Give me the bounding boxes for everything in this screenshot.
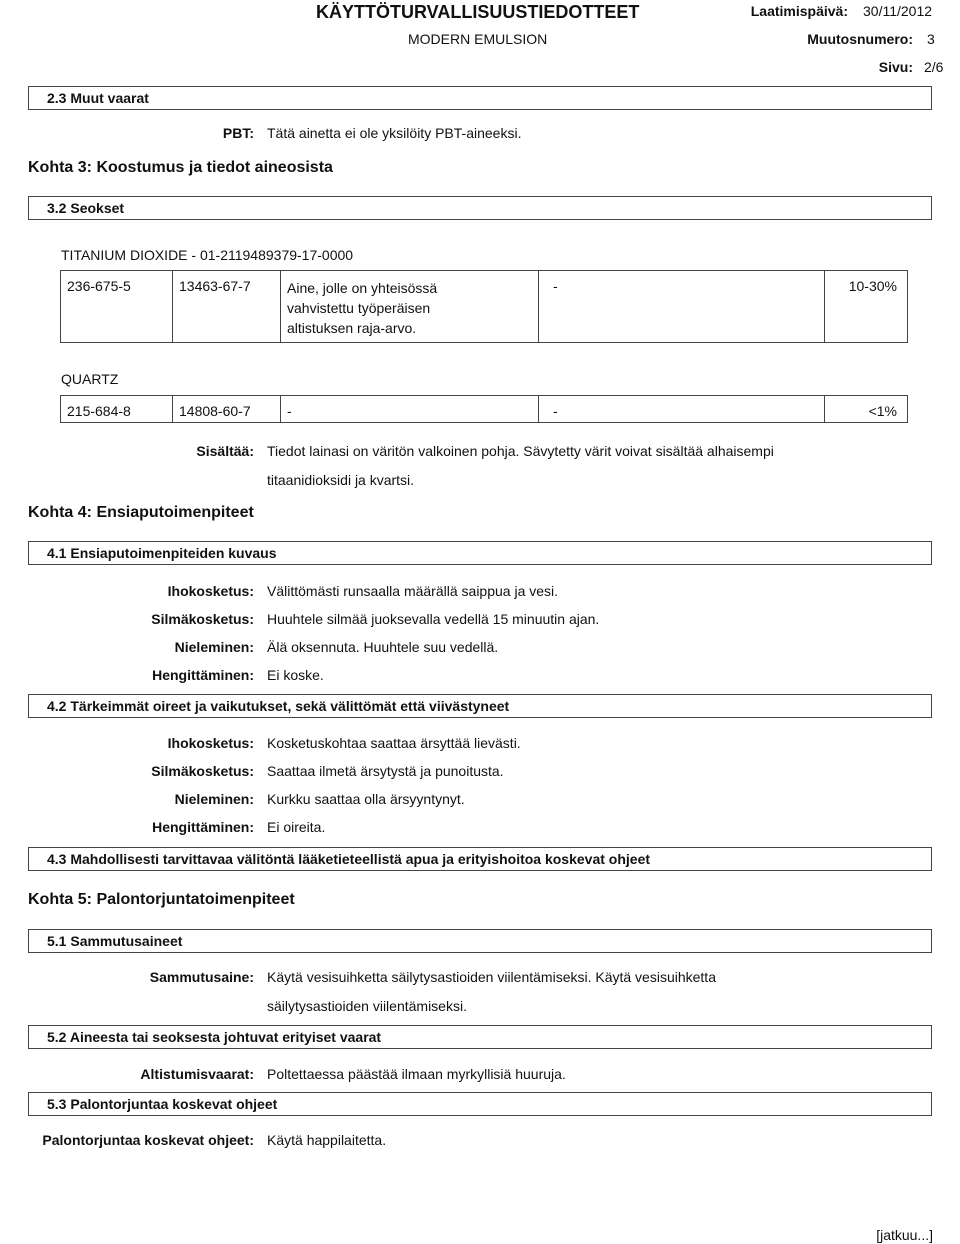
ingestion-value: Älä oksennuta. Huuhtele suu vedellä. bbox=[267, 639, 499, 655]
skin-contact-label: Ihokosketus: bbox=[167, 583, 254, 599]
document-title: KÄYTTÖTURVALLISUUSTIEDOTTEET bbox=[316, 2, 640, 22]
note-line: vahvistettu työperäisen bbox=[287, 300, 431, 316]
section-5-1-title: 5.1 Sammutusaineet bbox=[47, 933, 183, 949]
concentration: <1% bbox=[868, 403, 897, 419]
skin-contact-value: Kosketuskohtaa saattaa ärsyttää lievästi. bbox=[267, 735, 521, 751]
page-label: Sivu: bbox=[878, 59, 913, 75]
eye-contact-label: Silmäkosketus: bbox=[151, 611, 254, 627]
skin-contact-value: Välittömästi runsaalla määrällä saippua ja vesi. bbox=[267, 583, 559, 599]
inhalation-label: Hengittäminen: bbox=[152, 819, 254, 835]
section-5-3-title: 5.3 Palontorjuntaa koskevat ohjeet bbox=[47, 1096, 278, 1112]
section-5-2-header bbox=[28, 1025, 932, 1049]
revision-value: 3 bbox=[927, 31, 935, 47]
concentration-cell bbox=[825, 396, 907, 422]
exposure-hazards-value: Poltettaessa päästää ilmaan myrkyllisiä huuruja. bbox=[267, 1066, 566, 1082]
section-5-3-header bbox=[28, 1092, 932, 1116]
cas-number: 14808-60-7 bbox=[179, 403, 251, 419]
cas-number: 13463-67-7 bbox=[179, 278, 251, 294]
section-3-2-header bbox=[28, 196, 932, 220]
inhalation-value: Ei oireita. bbox=[267, 819, 326, 835]
ingestion-value: Kurkku saattaa olla ärsyyntynyt. bbox=[267, 791, 465, 807]
section-4-1-title: 4.1 Ensiaputoimenpiteiden kuvaus bbox=[47, 545, 277, 561]
date-label: Laatimispäivä: bbox=[750, 3, 848, 19]
inhalation-value: Ei koske. bbox=[267, 667, 324, 683]
cas-number-cell bbox=[173, 396, 281, 422]
ec-number: 236-675-5 bbox=[67, 278, 131, 294]
section-5-1-header bbox=[28, 929, 932, 953]
contains-line: titaanidioksidi ja kvartsi. bbox=[267, 472, 415, 488]
ingestion-label: Nieleminen: bbox=[174, 639, 254, 655]
classification-cell bbox=[539, 396, 825, 422]
revision-label: Muutosnumero: bbox=[807, 31, 913, 47]
date-value: 30/11/2012 bbox=[863, 3, 933, 19]
ingredient-name: TITANIUM DIOXIDE - 01-2119489379-17-0000 bbox=[61, 247, 354, 263]
cas-number-cell bbox=[173, 271, 281, 342]
note-cell bbox=[281, 396, 539, 422]
concentration: 10-30% bbox=[848, 278, 897, 294]
classification: - bbox=[553, 278, 558, 294]
inhalation-label: Hengittäminen: bbox=[152, 667, 254, 683]
section-5-title: Kohta 5: Palontorjuntatoimenpiteet bbox=[28, 891, 295, 908]
section-4-2-title: 4.2 Tärkeimmät oireet ja vaikutukset, sekä välittömät että viivästyneet bbox=[47, 698, 510, 714]
ingestion-label: Nieleminen: bbox=[174, 791, 254, 807]
section-4-3-title: 4.3 Mahdollisesti tarvittavaa välitöntä lääketieteellistä apua ja erityishoitoa koskevat ohjeet bbox=[47, 851, 651, 867]
note-cell bbox=[281, 271, 539, 342]
section-3-2-title: 3.2 Seokset bbox=[47, 200, 125, 216]
section-4-1-header bbox=[28, 541, 932, 565]
eye-contact-label: Silmäkosketus: bbox=[151, 763, 254, 779]
extinguishing-media-line: Käytä vesisuihketta säilytysastioiden viilentämiseksi. Käytä vesisuihketta bbox=[267, 969, 716, 985]
concentration-cell bbox=[825, 271, 907, 342]
section-2-3-title: 2.3 Muut vaarat bbox=[47, 90, 149, 106]
note-line: Aine, jolle on yhteisössä bbox=[287, 280, 438, 296]
extinguishing-media-label: Sammutusaine: bbox=[149, 969, 254, 985]
note-line: altistuksen raja-arvo. bbox=[287, 320, 417, 336]
contains-label: Sisältää: bbox=[196, 443, 254, 459]
classification-cell bbox=[539, 271, 825, 342]
skin-contact-label: Ihokosketus: bbox=[167, 735, 254, 751]
ec-number-cell bbox=[61, 396, 173, 422]
ingredient-row bbox=[60, 395, 908, 423]
continued-marker: [jatkuu...] bbox=[876, 1227, 933, 1243]
note-line: - bbox=[287, 403, 292, 419]
ec-number: 215-684-8 bbox=[67, 403, 131, 419]
exposure-hazards-label: Altistumisvaarat: bbox=[140, 1066, 254, 1082]
product-name: MODERN EMULSION bbox=[408, 31, 548, 47]
eye-contact-value: Huuhtele silmää juoksevalla vedellä 15 minuutin ajan. bbox=[267, 611, 600, 627]
section-2-3-header bbox=[28, 86, 932, 110]
contains-line: Tiedot lainasi on väritön valkoinen pohja. Sävytetty värit voivat sisältää alhaisempi bbox=[267, 443, 774, 459]
section-4-2-header bbox=[28, 694, 932, 718]
ec-number-cell bbox=[61, 271, 173, 342]
section-4-title: Kohta 4: Ensiaputoimenpiteet bbox=[28, 504, 254, 521]
pbt-value: Tätä ainetta ei ole yksilöity PBT-aineeksi. bbox=[267, 125, 522, 141]
section-5-2-title: 5.2 Aineesta tai seoksesta johtuvat erityiset vaarat bbox=[47, 1029, 382, 1045]
ingredient-name: QUARTZ bbox=[61, 371, 119, 387]
extinguishing-media-line: säilytysastioiden viilentämiseksi. bbox=[267, 998, 467, 1014]
ingredient-row bbox=[60, 270, 908, 343]
section-3-title: Kohta 3: Koostumus ja tiedot aineosista bbox=[28, 159, 333, 176]
section-4-3-header bbox=[28, 847, 932, 871]
page-value: 2/6 bbox=[924, 59, 944, 75]
eye-contact-value: Saattaa ilmetä ärsytystä ja punoitusta. bbox=[267, 763, 504, 779]
classification: - bbox=[553, 403, 558, 419]
pbt-label: PBT: bbox=[222, 125, 254, 141]
firefighting-advice-label: Palontorjuntaa koskevat ohjeet: bbox=[42, 1132, 254, 1148]
firefighting-advice-value: Käytä happilaitetta. bbox=[267, 1132, 387, 1148]
